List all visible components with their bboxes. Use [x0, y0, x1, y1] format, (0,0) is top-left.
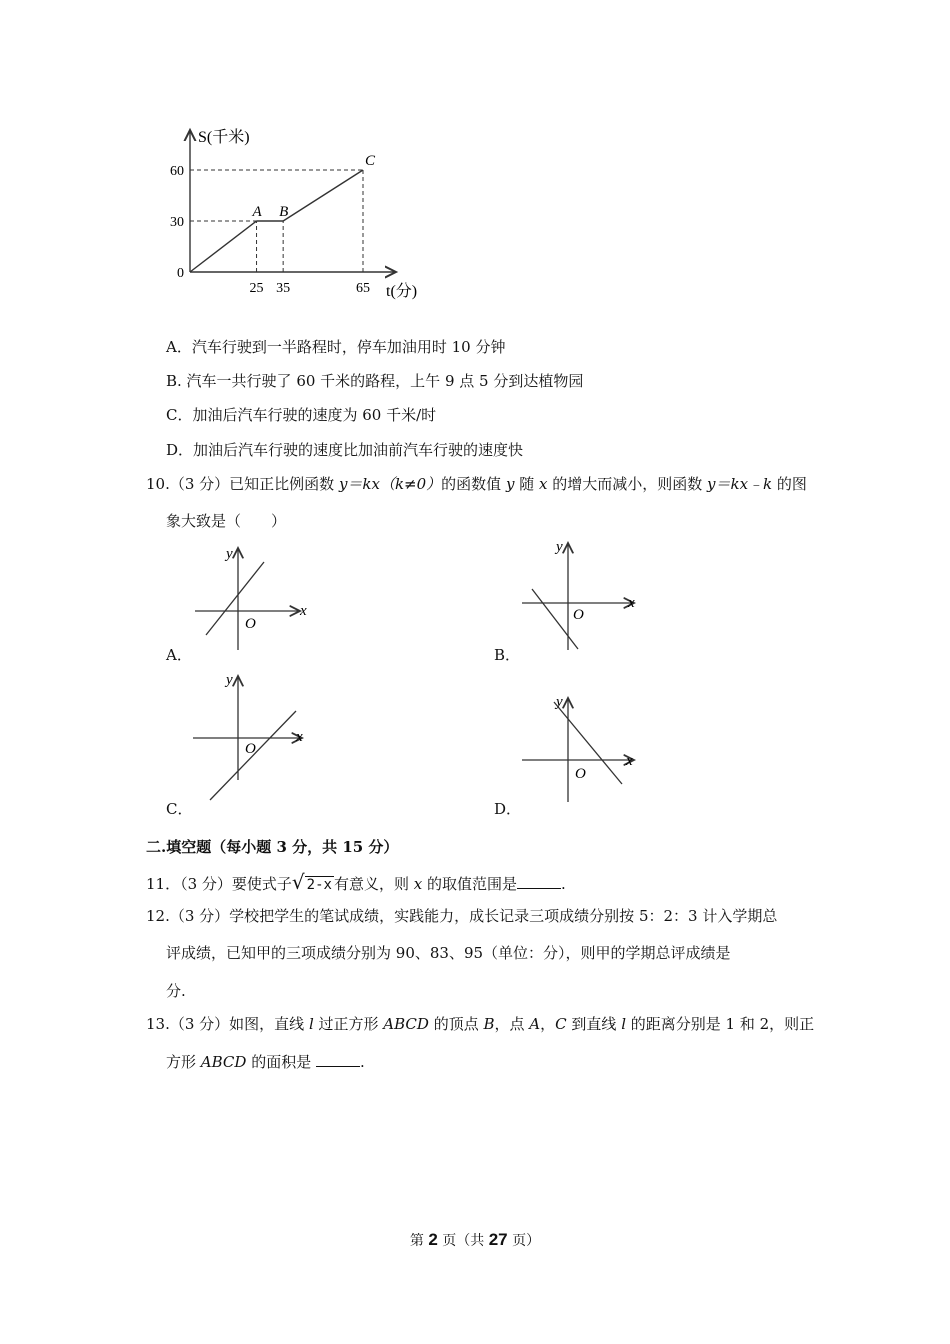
q10-graph-a — [190, 540, 320, 655]
origin-label: O — [245, 616, 256, 632]
x-axis-label: x — [628, 595, 635, 611]
y-tick-label: 0 — [177, 266, 184, 281]
y-axis-label: y — [226, 546, 233, 562]
sqrt-expression: √ 2-x — [291, 870, 332, 894]
q10-option-c-label: C． — [166, 800, 193, 818]
sqrt-sign-icon: √ — [291, 870, 305, 894]
y-axis-label: S(千米) — [198, 129, 250, 146]
y-axis-label: y — [556, 694, 563, 710]
q13-line2: 方形 ABCD 的面积是 . — [166, 1053, 365, 1071]
graph-line — [554, 702, 622, 784]
q9-option-d: D．加油后汽车行驶的速度比加油前汽车行驶的速度快 — [166, 441, 524, 459]
q12-line2: 评成绩，已知甲的三项成绩分别为 90、83、95（单位：分），则甲的学期总评成绩是 — [166, 944, 731, 962]
q10-option-a-label: A． — [166, 646, 192, 664]
origin-label: O — [575, 766, 586, 782]
q10-graph-b — [520, 535, 650, 655]
total-pages: 27 — [488, 1230, 508, 1249]
origin-label: O — [245, 741, 256, 757]
answer-blank — [316, 1052, 360, 1067]
point-label-a: A — [252, 204, 262, 220]
q9-option-c: C．加油后汽车行驶的速度为 60 千米/时 — [166, 406, 437, 424]
q9-option-a: A．汽车行驶到一半路程时，停车加油用时 10 分钟 — [166, 338, 506, 356]
point-label-c: C — [365, 153, 376, 169]
page-footer: 第 2 页（共 27 页） — [409, 1230, 541, 1249]
q12-line3: 分. — [166, 982, 186, 1000]
x-axis-label: t(分) — [386, 283, 418, 300]
q12-line1: 12.（3 分）学校把学生的笔试成绩，实践能力，成长记录三项成绩分别按 5：2：3 计入学期总 — [146, 907, 778, 925]
x-tick-label: 65 — [356, 281, 370, 296]
data-segment — [283, 170, 363, 221]
q10-option-b-label: B． — [494, 646, 521, 664]
q10-graph-d — [520, 690, 650, 805]
q10-option-d-label: D． — [494, 800, 522, 818]
x-axis-label: x — [626, 753, 633, 769]
data-segment — [190, 221, 257, 272]
y-tick-label: 30 — [170, 215, 184, 230]
q10-stem-line1: 10.（3 分）已知正比例函数 y＝kx（k≠0）的函数值 y 随 x 的增大而减小，则函数 y＝kx﹣k 的图 — [146, 475, 807, 493]
section-2-heading: 二.填空题（每小题 3 分，共 15 分） — [146, 838, 399, 856]
q11-stem: 11．（3 分）要使式子√ 2-x 有意义，则 x 的取值范围是 . — [146, 870, 566, 894]
y-tick-label: 60 — [170, 164, 184, 179]
distance-time-chart — [160, 120, 440, 305]
x-axis-label: x — [300, 603, 307, 619]
q9-option-b: B. 汽车一共行驶了 60 千米的路程，上午 9 点 5 分到达植物园 — [166, 372, 584, 390]
x-tick-label: 25 — [249, 281, 264, 296]
page-number: 2 — [428, 1230, 438, 1249]
q10-stem-line2: 象大致是（ ） — [166, 512, 287, 530]
answer-blank — [517, 874, 561, 889]
y-axis-label: y — [226, 672, 233, 688]
x-tick-label: 35 — [276, 281, 291, 296]
graph-line — [532, 589, 578, 649]
y-axis-label: y — [556, 539, 563, 555]
q10-graph-c — [190, 668, 320, 808]
origin-label: O — [573, 607, 584, 623]
x-axis-label: x — [296, 729, 303, 745]
q13-line1: 13.（3 分）如图，直线 l 过正方形 ABCD 的顶点 B，点 A，C 到直线 l 的距离分别是 1 和 2，则正 — [146, 1015, 815, 1033]
point-label-b: B — [279, 204, 289, 220]
